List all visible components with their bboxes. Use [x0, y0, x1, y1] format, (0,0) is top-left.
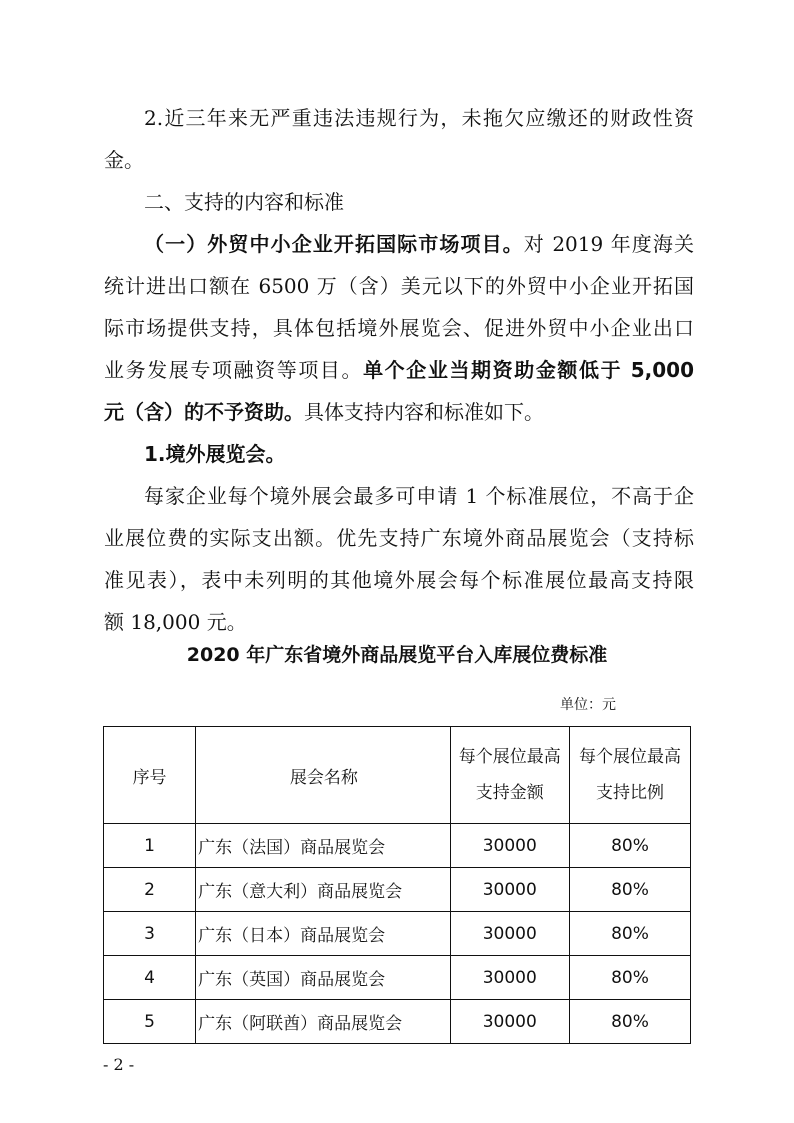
cell-ratio: 80%: [569, 824, 690, 868]
cell-name: 广东（日本）商品展览会: [196, 912, 451, 956]
paragraph-text: 具体支持内容和标准如下。: [304, 400, 544, 424]
header-amount-line2: 支持金额: [475, 783, 544, 803]
section-heading: 二、支持的内容和标准: [144, 190, 344, 214]
paragraph-text: 业务发展专项融资等项目。: [104, 358, 364, 382]
header-ratio-line1: 每个展位最高: [578, 747, 681, 767]
paragraph-line: 金。: [104, 148, 144, 172]
cell-name: 广东（意大利）商品展览会: [196, 868, 451, 912]
cell-name: 广东（法国）商品展览会: [196, 824, 451, 868]
paragraph-line: 每家企业每个境外展会最多可申请 1 个标准展位，不高于企: [144, 484, 694, 508]
header-name: 展会名称: [196, 727, 451, 824]
cell-no: 2: [104, 868, 196, 912]
cell-ratio: 80%: [569, 1000, 690, 1044]
table-row: [104, 912, 691, 956]
subsection-heading: 1.境外展览会。: [144, 442, 286, 466]
table-row: [104, 1000, 691, 1044]
paragraph-text: 对 2019 年度海关: [523, 232, 694, 256]
header-ratio: [569, 727, 690, 824]
paragraph-line: [104, 400, 694, 424]
table-row: [104, 824, 691, 868]
table-row: [104, 956, 691, 1000]
cell-amount: 30000: [450, 1000, 569, 1044]
emphasis-text: 单个企业当期资助金额低于 5,000: [363, 358, 694, 382]
table-title: 2020 年广东省境外商品展览平台入库展位费标准: [186, 644, 608, 666]
cell-ratio: 80%: [569, 868, 690, 912]
table-header-row: [104, 727, 691, 824]
cell-no: 3: [104, 912, 196, 956]
paragraph-line: 准见表），表中未列明的其他境外展会每个标准展位最高支持限: [104, 568, 694, 592]
paragraph-line: [144, 232, 694, 256]
standards-table: [103, 726, 691, 1044]
paragraph-line: 业展位费的实际支出额。优先支持广东境外商品展览会（支持标: [104, 526, 694, 550]
paragraph-line: 2.近三年来无严重违法违规行为，未拖欠应缴还的财政性资: [144, 106, 694, 130]
cell-amount: 30000: [450, 824, 569, 868]
header-ratio-line2: 支持比例: [595, 783, 664, 803]
cell-amount: 30000: [450, 868, 569, 912]
cell-ratio: 80%: [569, 912, 690, 956]
header-no: 序号: [104, 727, 196, 824]
header-amount: [450, 727, 569, 824]
cell-ratio: 80%: [569, 956, 690, 1000]
page-number: - 2 -: [103, 1055, 135, 1074]
paragraph-line: [104, 358, 694, 382]
paragraph-line: 统计进出口额在 6500 万（含）美元以下的外贸中小企业开拓国: [104, 274, 694, 298]
cell-name: 广东（阿联酋）商品展览会: [196, 1000, 451, 1044]
header-amount-line1: 每个展位最高: [458, 747, 561, 767]
table-row: [104, 868, 691, 912]
paragraph-line: 额 18,000 元。: [104, 610, 247, 634]
table-unit: 单位：元: [560, 697, 616, 713]
emphasis-text: 元（含）的不予资助。: [104, 400, 304, 424]
cell-amount: 30000: [450, 912, 569, 956]
cell-no: 1: [104, 824, 196, 868]
cell-no: 5: [104, 1000, 196, 1044]
paragraph-line: 际市场提供支持，具体包括境外展览会、促进外贸中小企业出口: [104, 316, 694, 340]
cell-name: 广东（英国）商品展览会: [196, 956, 451, 1000]
cell-no: 4: [104, 956, 196, 1000]
subsection-heading: （一）外贸中小企业开拓国际市场项目。: [144, 232, 524, 256]
cell-amount: 30000: [450, 956, 569, 1000]
